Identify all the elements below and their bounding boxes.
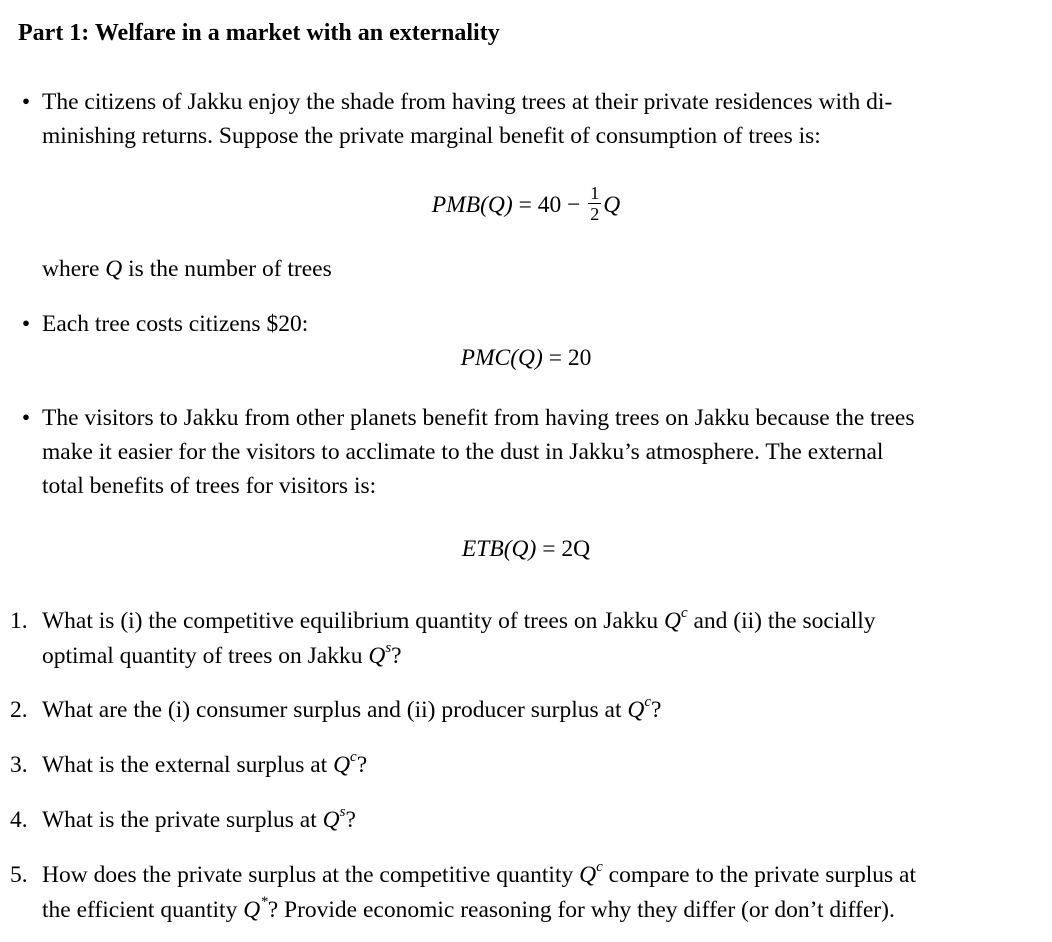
bullet-line: total benefits of trees for visitors is: xyxy=(42,473,377,499)
equation-lhs: ETB(Q) xyxy=(461,536,537,562)
where-prefix: where xyxy=(42,256,106,282)
question-line: What is the external surplus at $Q^c$? xyxy=(42,749,368,778)
bullet-icon: • xyxy=(21,89,31,115)
question-number: 2. xyxy=(10,697,28,723)
equation-pmc xyxy=(0,341,1052,375)
question-number: 3. xyxy=(10,752,28,778)
question-number: 4. xyxy=(10,807,28,833)
bullet-icon: • xyxy=(21,311,31,337)
equation-etb xyxy=(0,532,1052,566)
fraction xyxy=(588,183,601,224)
question-line: optimal quantity of trees on Jakku $Q^s$? xyxy=(42,640,402,669)
question-number: 5. xyxy=(10,862,28,888)
equation-rhs: = 20 xyxy=(542,345,592,371)
bullet-line: Each tree costs citizens $20: xyxy=(42,311,309,337)
equation-pmb xyxy=(0,183,1052,227)
equation-variable: Q xyxy=(603,191,621,218)
equation-lhs: PMB(Q) xyxy=(431,191,513,218)
equation-rhs: = 2Q xyxy=(536,536,591,562)
question-line: How does the private surplus at the competitive quantity $Q^c$ compare to the private surplus at xyxy=(42,859,917,888)
question-line: What are the (i) consumer surplus and (ii) producer surplus at $Q^c$? xyxy=(42,694,662,723)
equation-lhs: PMC(Q) xyxy=(460,345,543,371)
bullet-line: The citizens of Jakku enjoy the shade from having trees at their private residences with di- xyxy=(42,89,893,115)
question-line: the efficient quantity Q*? Provide economic reasoning for why they differ (or don’t differ). xyxy=(42,894,895,923)
bullet-line: minishing returns. Suppose the private marginal benefit of consumption of trees is: xyxy=(42,123,821,149)
question-line: What is the private surplus at $Q^s$? xyxy=(42,804,356,833)
question-number: 1. xyxy=(10,608,28,634)
equation-operator: = 40 − xyxy=(512,191,587,218)
where-suffix: is the number of trees xyxy=(122,256,332,282)
bullet-line: make it easier for the visitors to acclimate to the dust in Jakku’s atmosphere. The external xyxy=(42,439,884,465)
where-variable: Q xyxy=(105,256,123,282)
fraction-numerator: 1 xyxy=(590,183,600,203)
bullet-line: The visitors to Jakku from other planets benefit from having trees on Jakku because the trees xyxy=(42,405,915,431)
where-text xyxy=(42,252,332,286)
fraction-denominator: 2 xyxy=(590,204,600,224)
question-line: What is (i) the competitive equilibrium quantity of trees on Jakku $Q^c$ and (ii) the socially xyxy=(42,605,876,634)
bullet-icon: • xyxy=(21,405,31,431)
section-title: Part 1: Welfare in a market with an externality xyxy=(18,20,500,46)
